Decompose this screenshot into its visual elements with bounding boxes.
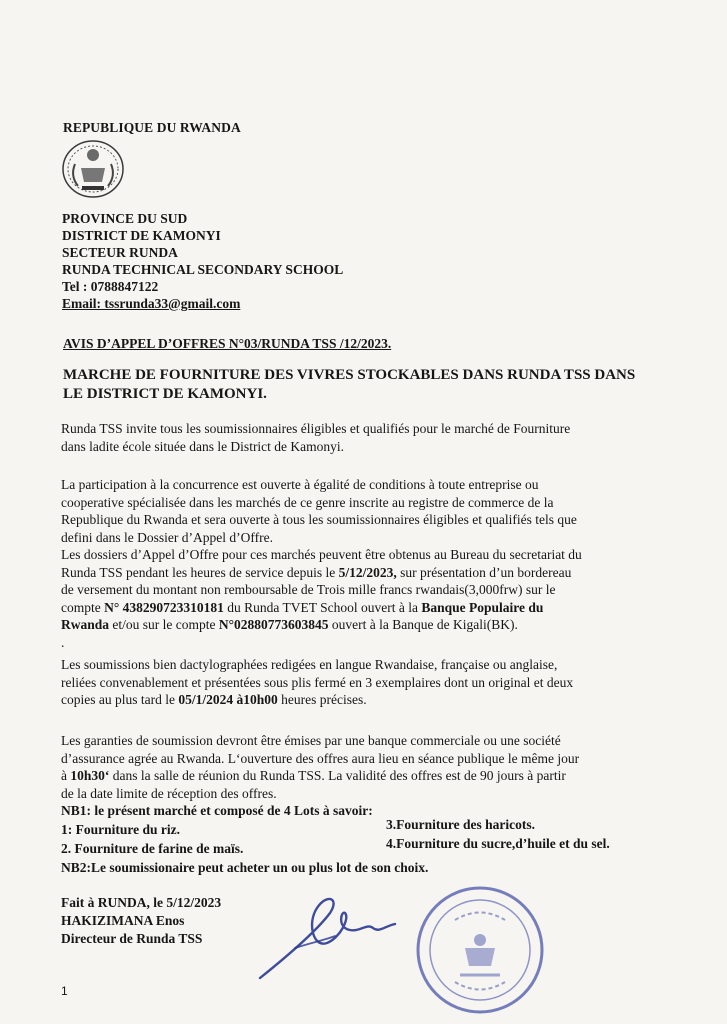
para-line: reliées convenablement et présentées sous plis fermé en 3 exemplaires dont un original et deux [61,674,574,690]
para-line: cooperative spécialisée dans les marchés de ce genre inscrite au registre de commerce de la [61,494,554,510]
para-line [61,616,659,634]
official-school-stamp-icon [385,880,565,1020]
para-line: de la date limite de réception des offres. [61,785,277,801]
text-run: du Runda TVET School ouvert à la [223,599,422,615]
school-line: RUNDA TECHNICAL SECONDARY SCHOOL [62,262,344,277]
nb1-note: NB1: le présent marché et composé de 4 Lots à savoir: [61,803,373,818]
para-line: Les garanties de soumission devront être émises par une banque commerciale ou une société [61,733,561,748]
account-number-bpr: N° 438290723310181 [104,599,224,615]
nb2-note: NB2:Le soumissionaire peut acheter un ou plus lot de son choix. [61,860,429,875]
market-title [63,366,663,404]
country-heading: REPUBLIQUE DU RWANDA [63,120,241,135]
text-run: et/ou sur le compte [109,617,219,633]
text-run: copies au plus tard le [61,692,179,708]
account-number-bk: N°02880773603845 [218,617,329,633]
text-run: heures précises. [277,692,367,708]
place-date: Fait à RUNDA, le 5/12/2023 [61,895,222,910]
paragraph-dossiers [61,546,659,652]
lot-3: 3.Fourniture des haricots. [386,817,535,832]
para-line [61,564,659,582]
paragraph-participation [61,476,659,546]
deadline: 05/1/2024 à10h00 [178,692,278,708]
para-line: La participation à la concurrence est ouverte à égalité de conditions à toute entreprise ou [61,477,539,492]
para-line: Les soumissions bien dactylographées redigées en langue Rwandaise, française ou anglaise, [61,657,558,672]
text-run: à [61,768,71,784]
market-title-line1: MARCHE DE FOURNITURE DES VIVRES STOCKABLES DANS RUNDA TSS DANS [63,367,636,383]
para-line: Runda TSS invite tous les soumissionnaires éligibles et qualifiés pour le marché de Fourniture [61,421,571,436]
email-line: Email: tssrunda33@gmail.com [62,296,241,311]
paragraph-invitation [61,420,659,455]
text-run: sur présentation d’un bordereau [396,564,572,580]
market-title-line2: LE DISTRICT DE KAMONYI. [63,386,267,402]
signature-block [61,894,221,948]
tender-notice-title: AVIS D’APPEL D’OFFRES N°03/RUNDA TSS /12/2023. [63,336,392,351]
signatory-name: HAKIZIMANA Enos [61,913,185,928]
opening-time: 10h30‘ [70,768,110,784]
stray-dot: . [61,634,65,650]
bank-name: Banque Populaire du [421,599,544,615]
para-line: defini dans le Dossier d’Appel d’Offre. [61,529,273,545]
para-line [61,691,659,709]
para-line [61,599,659,617]
rwanda-coat-of-arms-icon [60,138,126,200]
paragraph-submissions [61,656,659,709]
text-run: dans la salle de réunion du Runda TSS. La validité des offres est de 90 jours à partir [109,768,566,784]
district-line: DISTRICT DE KAMONYI [62,228,221,243]
text-run: ouvert à la Banque de Kigali(BK). [328,617,518,633]
lot-4: 4.Fourniture du sucre,d’huile et du sel. [386,836,610,851]
para-line: de versement du montant non remboursable de Trois mille francs rwandais(3,000frw) sur le [61,582,556,598]
bank-name: Rwanda [61,617,110,633]
start-date: 5/12/2023, [338,564,397,580]
page-number: 1 [61,984,68,998]
paragraph-guarantees [61,732,659,802]
handwritten-signature-icon [255,888,405,998]
tel-line: Tel : 0788847122 [62,279,159,294]
signatory-role: Directeur de Runda TSS [61,931,203,946]
text-run: compte [61,599,105,615]
para-line: Les dossiers d’Appel d’Offre pour ces marchés peuvent être obtenus au Bureau du secretariat du [61,547,582,562]
lot-1: 1: Fourniture du riz. [61,822,180,837]
para-line: dans ladite école située dans le District de Kamonyi. [61,438,345,454]
institution-block [62,210,343,312]
text-run: Runda TSS pendant les heures de service depuis le [61,564,339,580]
para-line [61,767,659,785]
sector-line: SECTEUR RUNDA [62,245,178,260]
province-line: PROVINCE DU SUD [62,211,188,226]
lot-2: 2. Fourniture de farine de maïs. [61,841,244,856]
para-line: d’assurance agrée au Rwanda. L‘ouverture des offres aura lieu en séance publique le même jour [61,750,580,766]
para-line: Republique du Rwanda et sera ouverte à tous les soumissionnaires éligibles et qualifiés tels que [61,512,577,528]
